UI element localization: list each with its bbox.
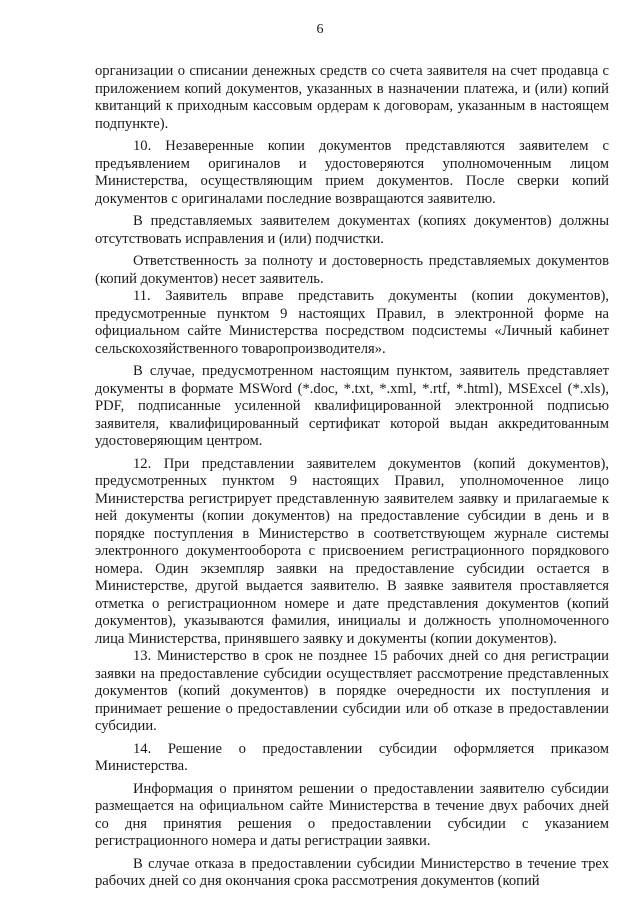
paragraph-10-responsibility: Ответственность за полноту и достоверность представляемых документов (копий документов) несет заявитель.	[95, 253, 609, 287]
paragraph-11-formats: В случае, предусмотренном настоящим пунктом, заявитель представляет документы в формате MSWord (*.doc, *.txt, *.xml, *.rtf, *.html), MSExcel (*.xls), PDF, подписанные усиленной квалифицированной электронной подписью заявителя, квалифицированный сертификат которой выдан аккредитованным удостоверяющим центром.	[95, 363, 609, 449]
paragraph-continuation: организации о списании денежных средств со счета заявителя на счет продавца с приложением копий документов, указанных в назначении платежа, и (или) копий квитанций к приходным кассовым ордерам к договорам, указанным в настоящем подпункте).	[95, 63, 609, 132]
paragraph-14-information: Информация о принятом решении о предоставлении заявителю субсидии размещается на официальном сайте Министерства в течение двух рабочих дней со дня принятия решения о предоставлении субсидии с указанием регистрационного номера и даты регистрации заявки.	[95, 780, 609, 849]
paragraph-10: 10. Незаверенные копии документов представляются заявителем с предъявлением оригиналов и удостоверяются уполномоченным лицом Министерства, осуществляющим прием документов. После сверки копий документов с оригиналами последние возвращаются заявителю.	[95, 138, 609, 207]
paragraph-14: 14. Решение о предоставлении субсидии оформляется приказом Министерства.	[95, 740, 609, 774]
paragraph-13: 13. Министерство в срок не позднее 15 рабочих дней со дня регистрации заявки на предоставление субсидии осуществляет рассмотрение представленных документов (копий документов) в порядке очередности их поступления и принимает решение о предоставлении субсидии или об отказе в предоставлении субсидии.	[95, 648, 609, 734]
paragraph-14-refusal: В случае отказа в предоставлении субсидии Министерство в течение трех рабочих дней со дня окончания срока рассмотрения документов (копий	[95, 855, 609, 889]
page-number: 6	[316, 22, 324, 37]
document-body	[95, 63, 609, 891]
paragraph-12: 12. При представлении заявителем документов (копий документов), предусмотренных пунктом 9 настоящих Правил, уполномоченное лицо Министерства регистрирует представленную заявителем заявку и прилагаемые к ней документы (копии документов) на предоставление субсидии в день и в порядке поступления в Министерство в соответствующем журнале системы электронного документооборота с присвоением регистрационного порядкового номера. Один экземпляр заявки на предоставление субсидии остается в Министерстве, другой выдается заявителю. В заявке заявителя проставляется отметка о регистрационном номере и дате представления документов (копий документов), указываются фамилия, инициалы и должность уполномоченного лица Министерства, принявшего заявку и документы (копии документов).	[95, 455, 609, 647]
paragraph-11: 11. Заявитель вправе представить документы (копии документов), предусмотренные пунктом 9 настоящих Правил, в электронной форме на официальном сайте Министерства посредством подсистемы «Личный кабинет сельскохозяйственного товаропроизводителя».	[95, 288, 609, 357]
paragraph-10-corrections: В представляемых заявителем документах (копиях документов) должны отсутствовать исправления и (или) подчистки.	[95, 213, 609, 247]
